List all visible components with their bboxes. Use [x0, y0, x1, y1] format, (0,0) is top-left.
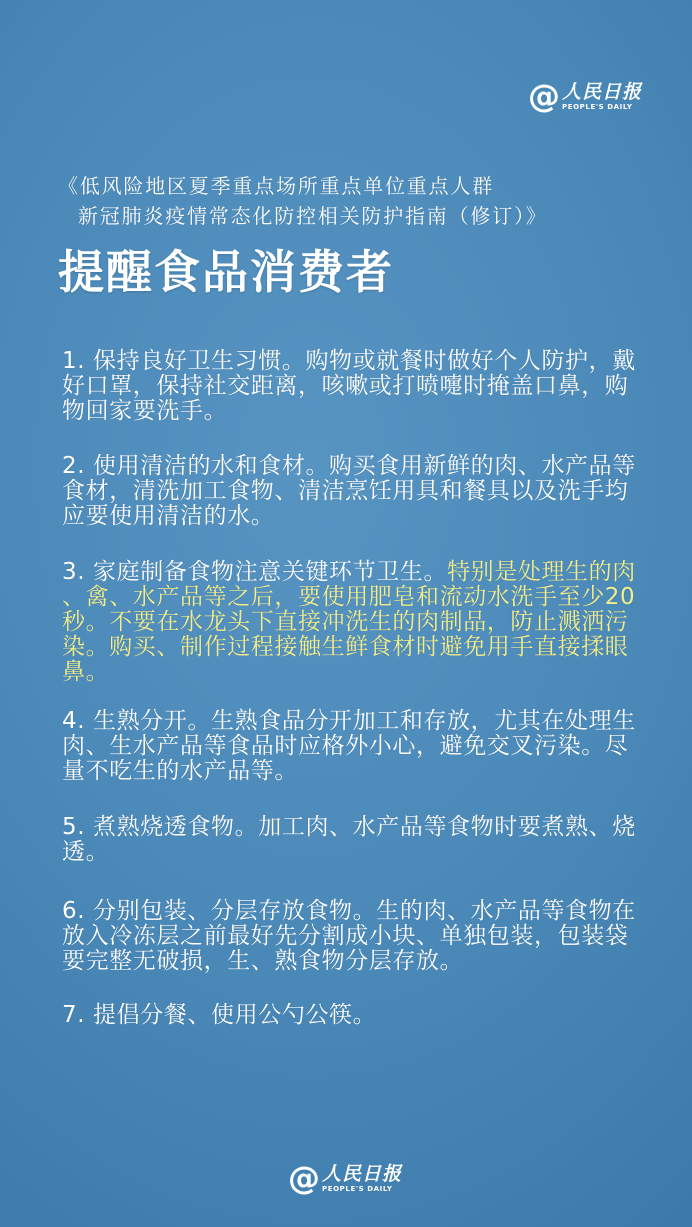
item-line: 好口罩，保持社交距离，咳嗽或打喷嚏时掩盖口鼻，购	[62, 373, 629, 399]
at-logo-icon: @	[288, 1159, 320, 1197]
highlighted-text: 、禽、水产品等之后，要使用肥皂和流动水洗手至少20	[62, 584, 636, 610]
page-title: 提醒食品消费者	[58, 245, 394, 299]
item-line: 透。	[62, 839, 110, 865]
item-line	[62, 560, 636, 585]
peoples-daily-logo-top	[528, 77, 643, 115]
item-line: 肉、生水产品等食品时应格外小心，避免交叉污染。尽	[62, 733, 629, 759]
item-line: 应要使用清洁的水。	[62, 503, 275, 529]
item-line: 2. 使用清洁的水和食材。购买食用新鲜的肉、水产品等	[62, 453, 636, 479]
item-line: 放入冷冻层之前最好先分割成小块、单独包装，包装袋	[62, 923, 629, 949]
list-item	[62, 1003, 376, 1028]
item-line: 食材，清洗加工食物、清洁烹饪用具和餐具以及洗手均	[62, 478, 629, 504]
item-line: 5. 煮熟烧透食物。加工肉、水产品等食物时要煮熟、烧	[62, 814, 636, 840]
item-line: 量不吃生的水产品等。	[62, 758, 298, 784]
source-title-line-2: 新冠肺炎疫情常态化防控相关防护指南（修订）》	[78, 204, 548, 228]
item-line: 要完整无破损，生、熟食物分层存放。	[62, 948, 464, 974]
list-item	[62, 899, 636, 974]
highlighted-text: 特别是处理生的肉	[447, 559, 636, 585]
logo-name: 人民日报	[322, 1163, 403, 1185]
source-title	[58, 171, 548, 231]
highlighted-text: 秒。不要在水龙头下直接冲洗生的肉制品，防止溅洒污	[62, 609, 629, 635]
list-item	[62, 349, 636, 424]
list-item	[62, 709, 636, 784]
source-title-line-1: 《低风险地区夏季重点场所重点单位重点人群	[58, 174, 494, 198]
peoples-daily-logo-bottom	[288, 1159, 403, 1197]
item-line: 6. 分别包装、分层存放食物。生的肉、水产品等食物在	[62, 898, 636, 924]
highlighted-text: 鼻。	[62, 659, 110, 685]
logo-english: PEOPLE'S DAILY	[322, 1185, 393, 1193]
item-intro: 3. 家庭制备食物注意关键环节卫生。	[62, 559, 448, 585]
logo-english: PEOPLE'S DAILY	[562, 103, 633, 111]
logo-wordmark	[562, 81, 642, 111]
logo-name: 人民日报	[562, 81, 643, 103]
logo-wordmark	[322, 1163, 402, 1193]
item-line: 7. 提倡分餐、使用公勺公筷。	[62, 1002, 377, 1028]
list-item	[62, 454, 636, 529]
item-line: 物回家要洗手。	[62, 398, 228, 424]
item-line: 1. 保持良好卫生习惯。购物或就餐时做好个人防护，戴	[62, 348, 636, 374]
list-item	[62, 815, 636, 865]
item-line: 4. 生熟分开。生熟食品分开加工和存放，尤其在处理生	[62, 708, 636, 734]
highlighted-text: 染。购买、制作过程接触生鲜食材时避免用手直接揉眼	[62, 634, 629, 660]
at-logo-icon: @	[528, 77, 560, 115]
list-item-highlighted	[62, 560, 636, 685]
